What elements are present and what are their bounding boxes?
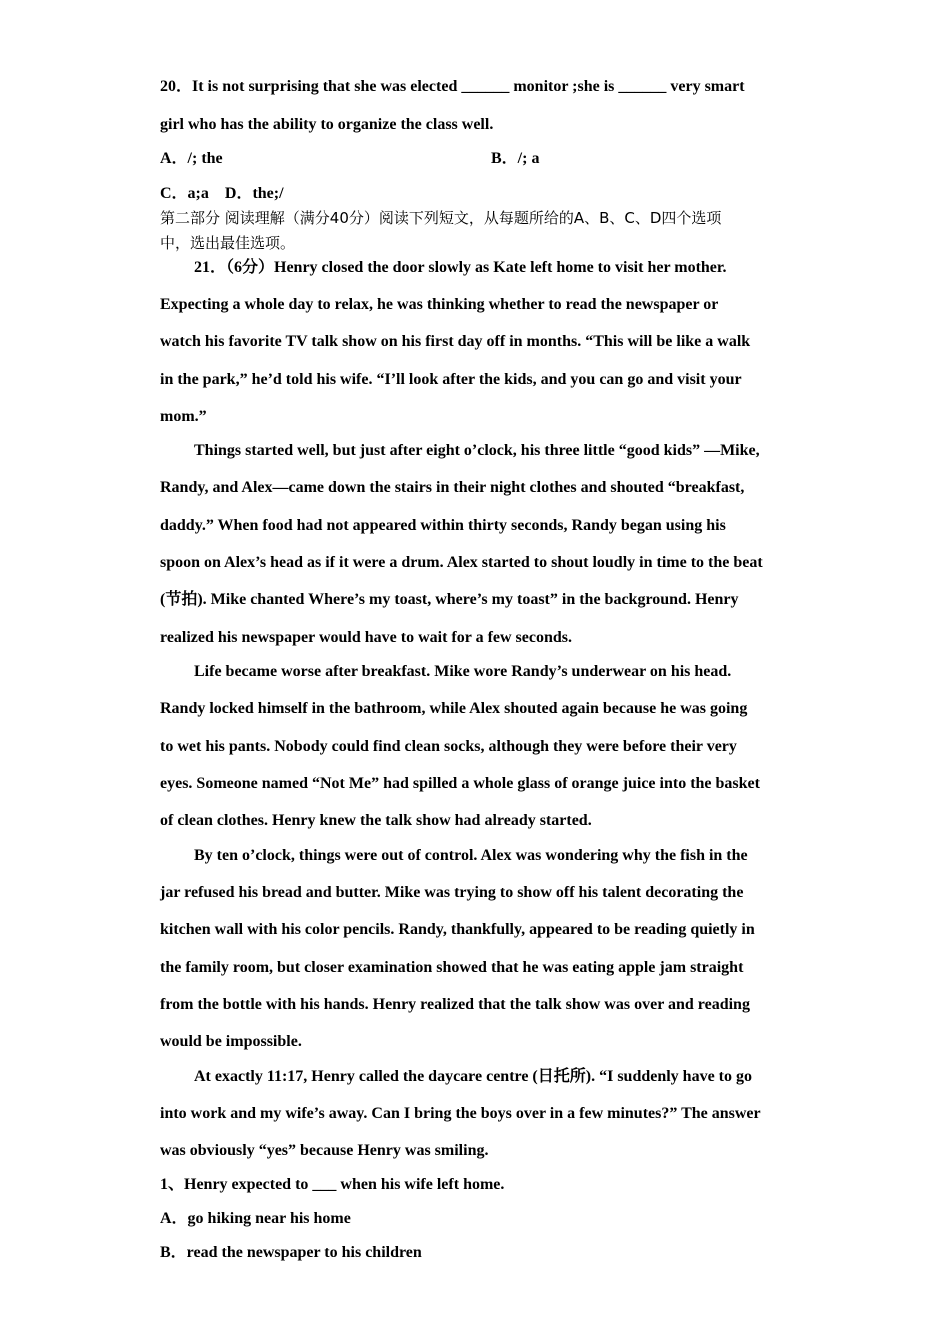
- passage-line: Randy, and Alex—came down the stairs in their night clothes and shouted “breakfast,: [160, 479, 745, 496]
- passage-line: to wet his pants. Nobody could find clean socks, although they were before their very: [160, 738, 737, 755]
- passage-line: eyes. Someone named “Not Me” had spilled a whole glass of orange juice into the basket: [160, 775, 760, 792]
- passage-line: mom.”: [160, 408, 207, 425]
- question1-stem: 1、Henry expected to ___ when his wife left home.: [160, 1176, 505, 1193]
- passage-line: daddy.” When food had not appeared within thirty seconds, Randy began using his: [160, 517, 726, 534]
- q20-stem-line2: girl who has the ability to organize the class well.: [160, 116, 494, 133]
- passage-line: the family room, but closer examination showed that he was eating apple jam straight: [160, 959, 744, 976]
- section-header-line1: 第二部分 阅读理解（满分40分）阅读下列短文，从每题所给的A、B、C、D四个选项: [160, 209, 722, 227]
- passage-line: (节拍). Mike chanted Where’s my toast, where’s my toast” in the background. Henry: [160, 591, 739, 608]
- passage-line: would be impossible.: [160, 1033, 302, 1050]
- passage-line: Randy locked himself in the bathroom, while Alex shouted again because he was going: [160, 700, 748, 717]
- passage-line: Life became worse after breakfast. Mike wore Randy’s underwear on his head.: [194, 663, 732, 680]
- passage-line: Things started well, but just after eight o’clock, his three little “good kids” —Mike,: [194, 442, 760, 459]
- passage-line: in the park,” he’d told his wife. “I’ll look after the kids, and you can go and visit your: [160, 371, 742, 388]
- passage-line: jar refused his bread and butter. Mike was trying to show off his talent decorating the: [160, 884, 744, 901]
- q20-option-a: A．/; the: [160, 150, 223, 167]
- passage-line: was obviously “yes” because Henry was smiling.: [160, 1142, 489, 1159]
- q20-option-cd: C．a;a D．the;/: [160, 185, 284, 202]
- passage-line: into work and my wife’s away. Can I bring the boys over in a few minutes?” The answer: [160, 1105, 761, 1122]
- passage-line: from the bottle with his hands. Henry realized that the talk show was over and reading: [160, 996, 750, 1013]
- question1-option-b: B．read the newspaper to his children: [160, 1244, 422, 1261]
- passage-line: watch his favorite TV talk show on his first day off in months. “This will be like a walk: [160, 333, 751, 350]
- section-header-line2: 中，选出最佳选项。: [160, 234, 296, 252]
- passage-line: By ten o’clock, things were out of control. Alex was wondering why the fish in the: [194, 847, 748, 864]
- passage-line: spoon on Alex’s head as if it were a drum. Alex started to shout loudly in time to the beat: [160, 554, 763, 571]
- passage-line: of clean clothes. Henry knew the talk show had already started.: [160, 812, 592, 829]
- passage-line: At exactly 11:17, Henry called the daycare centre (日托所). “I suddenly have to go: [194, 1068, 753, 1085]
- passage-line: Expecting a whole day to relax, he was thinking whether to read the newspaper or: [160, 296, 719, 313]
- passage-line: kitchen wall with his color pencils. Randy, thankfully, appeared to be reading quietly in: [160, 921, 755, 938]
- passage-line: realized his newspaper would have to wait for a few seconds.: [160, 629, 572, 646]
- question1-option-a: A．go hiking near his home: [160, 1210, 351, 1227]
- q20-option-b: B．/; a: [491, 150, 540, 167]
- passage-line: 21．（6分）Henry closed the door slowly as Kate left home to visit her mother.: [194, 259, 727, 276]
- q20-stem-line1: 20．It is not surprising that she was elected ______ monitor ;she is ______ very smart: [160, 78, 745, 95]
